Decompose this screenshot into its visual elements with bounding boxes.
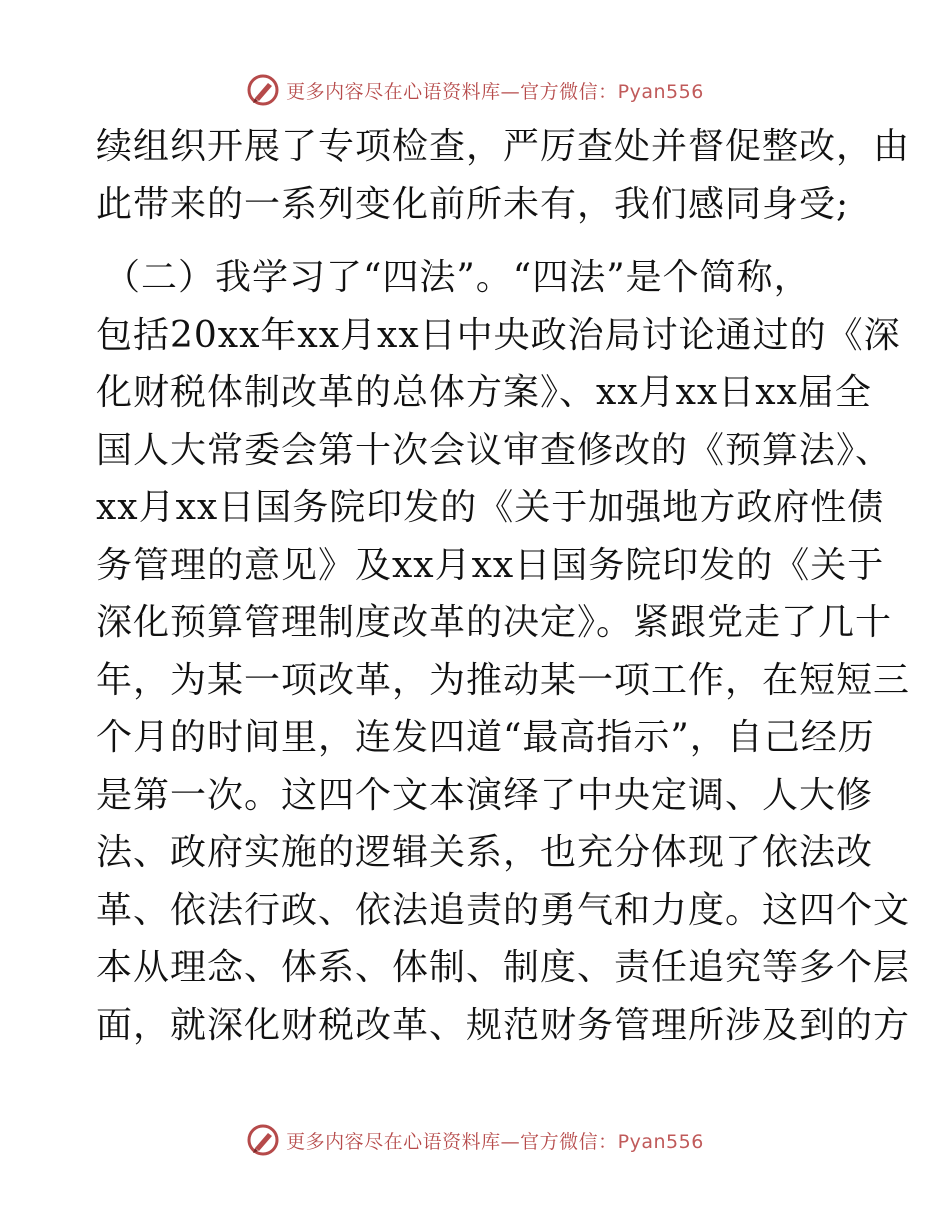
footer-banner [0, 1120, 950, 1160]
paragraph-line: 国人大常委会第十次会议审查修改的《预算法》、 [96, 429, 893, 471]
wechat-id: Pyan556 [617, 80, 704, 103]
paragraph-line: 是第一次。这四个文本演绎了中央定调、人大修 [96, 774, 874, 816]
paragraph-line: 深化预算管理制度改革的决定》。紧跟党走了几十 [96, 602, 893, 643]
document-body [96, 118, 911, 1054]
banner-text: 更多内容尽在心语资料库—官方微信：Pyan556 [286, 80, 704, 103]
paragraph-line: 本从理念、体系、体制、制度、责任追究等多个层 [96, 947, 911, 988]
paragraph-line: 个月的时间里，连发四道“最高指示”，自己经历 [96, 717, 875, 758]
paragraph-line: 革、依法行政、依法追责的勇气和力度。这四个文 [96, 889, 911, 931]
banner-text: 更多内容尽在心语资料库—官方微信：Pyan556 [286, 1130, 704, 1153]
header-banner [0, 70, 950, 110]
paragraph-line: （二）我学习了“四法”。“四法”是个简称， [104, 257, 811, 298]
paragraph-line: 务管理的意见》及xx月xx日国务院印发的《关于 [96, 544, 885, 586]
paragraph-line: 续组织开展了专项检查，严厉查处并督促整改，由 [96, 126, 911, 167]
paragraph-line: xx月xx日国务院印发的《关于加强地方政府性债 [96, 487, 885, 528]
paragraph-line: 此带来的一系列变化前所未有，我们感同身受; [96, 183, 850, 225]
paragraph-line: 法、政府实施的逻辑关系，也充分体现了依法改 [96, 832, 874, 873]
paragraph-line: 化财税体制改革的总体方案》、xx月xx日xx届全 [96, 372, 872, 413]
paragraph-line: 年，为某一项改革，为推动某一项工作，在短短三 [96, 659, 911, 701]
paragraph-line: 包括20xx年xx月xx日中央政治局讨论通过的《深 [96, 314, 901, 356]
pen-circle-icon [246, 1123, 280, 1157]
paragraph-line: 面，就深化财税改革、规范财务管理所涉及到的方 [96, 1004, 911, 1046]
wechat-id: Pyan556 [617, 1130, 704, 1153]
pen-circle-icon [246, 73, 280, 107]
